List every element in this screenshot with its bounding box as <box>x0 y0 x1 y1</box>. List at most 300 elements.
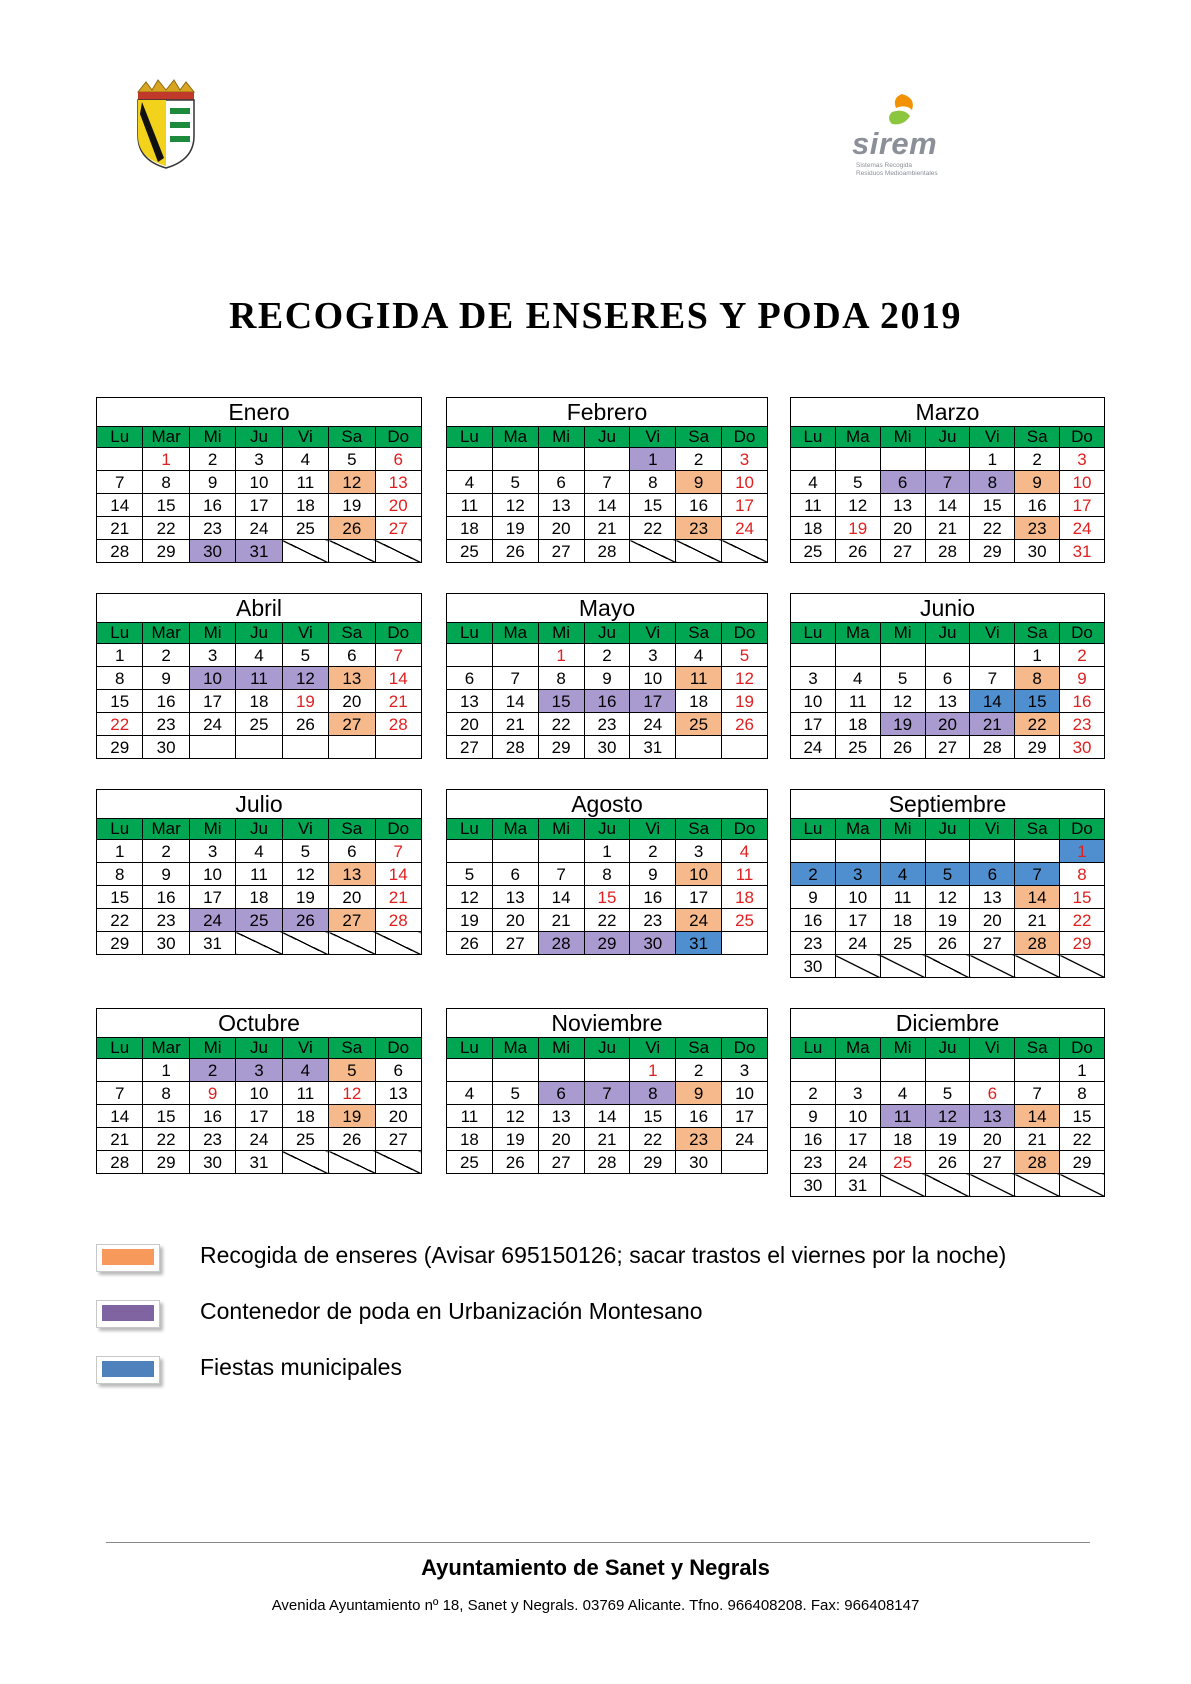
day-cell: 10 <box>676 863 722 886</box>
day-cell: 10 <box>189 863 235 886</box>
day-cell: 25 <box>236 909 282 932</box>
day-cell: 20 <box>375 1105 421 1128</box>
day-cell: 23 <box>189 517 235 540</box>
day-cell: 16 <box>189 494 235 517</box>
day-cell: 4 <box>880 1082 925 1105</box>
day-cell: 3 <box>835 1082 880 1105</box>
day-cell: 14 <box>97 494 143 517</box>
day-cell: 15 <box>538 690 584 713</box>
day-cell: 30 <box>1060 736 1105 759</box>
day-cell: 16 <box>676 494 722 517</box>
day-cell: 18 <box>880 909 925 932</box>
weekday-header: Mar <box>143 819 189 840</box>
day-cell: 24 <box>835 932 880 955</box>
day-cell: 10 <box>236 471 282 494</box>
week-row <box>447 494 768 517</box>
weekday-header: Do <box>1060 427 1105 448</box>
weekday-header: Sa <box>1015 819 1060 840</box>
day-cell: 2 <box>630 840 676 863</box>
weekday-header: Vi <box>970 427 1015 448</box>
day-cell: 22 <box>97 909 143 932</box>
weekday-header: Sa <box>1015 427 1060 448</box>
weekday-header: Mi <box>880 819 925 840</box>
week-row <box>97 1082 422 1105</box>
day-cell: 15 <box>97 886 143 909</box>
footer-title: Ayuntamiento de Sanet y Negrals <box>421 1555 770 1580</box>
day-cell: 22 <box>1060 1128 1105 1151</box>
day-cell: 17 <box>835 909 880 932</box>
weekday-header: Ma <box>835 819 880 840</box>
week-row <box>791 1082 1105 1105</box>
day-cell: 11 <box>236 863 282 886</box>
day-cell: 14 <box>1015 886 1060 909</box>
day-cell: 6 <box>375 448 421 471</box>
weekday-header: Ju <box>584 623 630 644</box>
day-cell: 29 <box>143 1151 189 1174</box>
weekday-header: Sa <box>1015 1038 1060 1059</box>
day-cell: 25 <box>282 1128 328 1151</box>
month-calendar <box>96 1008 422 1174</box>
blank-day-cell <box>189 736 235 759</box>
day-cell: 17 <box>676 886 722 909</box>
weekday-header: Mi <box>538 623 584 644</box>
day-cell: 17 <box>835 1128 880 1151</box>
day-cell: 3 <box>236 448 282 471</box>
blank-day-cell <box>880 840 925 863</box>
day-cell: 31 <box>630 736 676 759</box>
weekday-header: Do <box>722 819 768 840</box>
day-cell: 28 <box>1015 1151 1060 1174</box>
day-cell: 6 <box>538 1082 584 1105</box>
blank-day-cell <box>492 840 538 863</box>
day-cell: 8 <box>584 863 630 886</box>
day-cell: 2 <box>1015 448 1060 471</box>
day-cell: 8 <box>143 1082 189 1105</box>
day-cell: 17 <box>722 494 768 517</box>
blank-day-cell <box>880 644 925 667</box>
day-cell: 14 <box>375 863 421 886</box>
day-cell: 10 <box>835 886 880 909</box>
week-row <box>447 1151 768 1174</box>
day-cell: 12 <box>722 667 768 690</box>
day-cell: 12 <box>880 690 925 713</box>
weekday-header: Mar <box>143 1038 189 1059</box>
day-cell: 7 <box>97 471 143 494</box>
day-cell: 2 <box>584 644 630 667</box>
day-cell: 24 <box>236 517 282 540</box>
day-cell: 14 <box>970 690 1015 713</box>
weekday-header: Ju <box>584 427 630 448</box>
day-cell: 22 <box>630 1128 676 1151</box>
day-cell: 13 <box>970 886 1015 909</box>
day-cell: 31 <box>676 932 722 955</box>
day-cell: 4 <box>282 1059 328 1082</box>
blank-day-cell <box>492 644 538 667</box>
empty-day-cell <box>282 1151 328 1174</box>
day-cell: 14 <box>584 1105 630 1128</box>
week-row <box>791 863 1105 886</box>
week-row <box>97 1128 422 1151</box>
day-cell: 18 <box>282 494 328 517</box>
week-row <box>97 736 422 759</box>
day-cell: 24 <box>835 1151 880 1174</box>
week-row <box>447 1105 768 1128</box>
day-cell: 18 <box>447 517 493 540</box>
day-cell: 21 <box>970 713 1015 736</box>
day-cell: 29 <box>1060 1151 1105 1174</box>
day-cell: 1 <box>143 448 189 471</box>
day-cell: 1 <box>970 448 1015 471</box>
day-cell: 3 <box>722 1059 768 1082</box>
day-cell: 22 <box>1015 713 1060 736</box>
weekday-header: Lu <box>791 623 836 644</box>
empty-day-cell <box>329 932 375 955</box>
day-cell: 20 <box>329 690 375 713</box>
day-cell: 1 <box>538 644 584 667</box>
day-cell: 13 <box>329 863 375 886</box>
day-cell: 21 <box>925 517 970 540</box>
day-cell: 5 <box>492 1082 538 1105</box>
weekday-header: Vi <box>282 819 328 840</box>
blank-day-cell <box>584 1059 630 1082</box>
week-row <box>447 690 768 713</box>
blank-day-cell <box>970 644 1015 667</box>
day-cell: 9 <box>1015 471 1060 494</box>
week-row <box>447 471 768 494</box>
day-cell: 30 <box>1015 540 1060 563</box>
day-cell: 4 <box>236 840 282 863</box>
day-cell: 21 <box>492 713 538 736</box>
empty-day-cell <box>880 1174 925 1197</box>
blank-day-cell <box>329 736 375 759</box>
week-row <box>97 1105 422 1128</box>
day-cell: 23 <box>791 1151 836 1174</box>
day-cell: 28 <box>584 1151 630 1174</box>
day-cell: 16 <box>143 886 189 909</box>
day-cell: 12 <box>282 863 328 886</box>
day-cell: 11 <box>880 1105 925 1128</box>
day-cell: 5 <box>835 471 880 494</box>
day-cell: 21 <box>584 1128 630 1151</box>
blank-day-cell <box>835 644 880 667</box>
sirem-subtitle: Sistemas Recogida Residuos Medioambientales <box>856 162 938 177</box>
day-cell: 26 <box>925 932 970 955</box>
day-cell: 16 <box>1015 494 1060 517</box>
day-cell: 6 <box>970 863 1015 886</box>
weekday-header: Vi <box>630 427 676 448</box>
weekday-header: Do <box>1060 819 1105 840</box>
day-cell: 27 <box>970 1151 1015 1174</box>
day-cell: 19 <box>282 690 328 713</box>
weekday-header: Vi <box>970 1038 1015 1059</box>
weekday-header: Ju <box>236 623 282 644</box>
day-cell: 6 <box>447 667 493 690</box>
day-cell: 2 <box>791 863 836 886</box>
weekday-header: Lu <box>97 427 143 448</box>
day-cell: 17 <box>1060 494 1105 517</box>
day-cell: 17 <box>189 690 235 713</box>
day-cell: 3 <box>791 667 836 690</box>
day-cell: 1 <box>1015 644 1060 667</box>
day-cell: 27 <box>329 909 375 932</box>
day-cell: 21 <box>375 886 421 909</box>
day-cell: 10 <box>189 667 235 690</box>
weekday-header: Vi <box>630 819 676 840</box>
day-cell: 26 <box>925 1151 970 1174</box>
weekday-header: Sa <box>329 1038 375 1059</box>
week-row <box>447 736 768 759</box>
empty-day-cell <box>676 540 722 563</box>
day-cell: 14 <box>538 886 584 909</box>
day-cell: 4 <box>880 863 925 886</box>
week-row <box>791 471 1105 494</box>
day-cell: 17 <box>630 690 676 713</box>
weekday-header: Do <box>1060 1038 1105 1059</box>
day-cell: 22 <box>143 517 189 540</box>
day-cell: 10 <box>1060 471 1105 494</box>
legend-swatch-blue <box>96 1356 160 1384</box>
day-cell: 25 <box>236 713 282 736</box>
day-cell: 21 <box>584 517 630 540</box>
weekday-header: Mi <box>189 427 235 448</box>
day-cell: 1 <box>143 1059 189 1082</box>
day-cell: 5 <box>282 840 328 863</box>
day-cell: 11 <box>791 494 836 517</box>
day-cell: 23 <box>676 1128 722 1151</box>
day-cell: 14 <box>925 494 970 517</box>
day-cell: 2 <box>189 448 235 471</box>
day-cell: 19 <box>835 517 880 540</box>
day-cell: 8 <box>1015 667 1060 690</box>
day-cell: 5 <box>329 448 375 471</box>
weekday-header: Lu <box>447 819 493 840</box>
day-cell: 25 <box>880 932 925 955</box>
day-cell: 14 <box>492 690 538 713</box>
day-cell: 24 <box>722 517 768 540</box>
day-cell: 15 <box>1060 886 1105 909</box>
day-cell: 11 <box>282 471 328 494</box>
month-calendar <box>96 397 422 563</box>
day-cell: 6 <box>329 840 375 863</box>
day-cell: 29 <box>538 736 584 759</box>
blank-day-cell <box>447 448 493 471</box>
day-cell: 16 <box>143 690 189 713</box>
day-cell: 15 <box>97 690 143 713</box>
day-cell: 19 <box>492 1128 538 1151</box>
day-cell: 8 <box>630 1082 676 1105</box>
weekday-header: Mar <box>143 427 189 448</box>
day-cell: 24 <box>676 909 722 932</box>
week-row <box>447 1059 768 1082</box>
empty-day-cell <box>375 540 421 563</box>
day-cell: 1 <box>584 840 630 863</box>
empty-day-cell <box>282 540 328 563</box>
month-title: Junio <box>791 594 1105 623</box>
day-cell: 13 <box>492 886 538 909</box>
day-cell: 1 <box>630 1059 676 1082</box>
day-cell: 24 <box>189 713 235 736</box>
empty-day-cell <box>630 540 676 563</box>
day-cell: 27 <box>925 736 970 759</box>
day-cell: 24 <box>630 713 676 736</box>
day-cell: 29 <box>1060 932 1105 955</box>
day-cell: 8 <box>97 667 143 690</box>
day-cell: 25 <box>676 713 722 736</box>
week-row <box>447 448 768 471</box>
day-cell: 25 <box>722 909 768 932</box>
empty-day-cell <box>835 955 880 978</box>
day-cell: 3 <box>189 840 235 863</box>
day-cell: 13 <box>329 667 375 690</box>
weekday-header: Ma <box>492 427 538 448</box>
week-row <box>97 1151 422 1174</box>
day-cell: 31 <box>236 1151 282 1174</box>
day-cell: 18 <box>835 713 880 736</box>
weekday-header: Sa <box>676 427 722 448</box>
day-cell: 12 <box>329 1082 375 1105</box>
day-cell: 7 <box>375 644 421 667</box>
weekday-header: Sa <box>329 623 375 644</box>
week-row <box>97 667 422 690</box>
week-row <box>97 494 422 517</box>
day-cell: 3 <box>1060 448 1105 471</box>
day-cell: 12 <box>925 886 970 909</box>
day-cell: 14 <box>97 1105 143 1128</box>
blank-day-cell <box>925 1059 970 1082</box>
day-cell: 19 <box>492 517 538 540</box>
day-cell: 15 <box>630 1105 676 1128</box>
week-row <box>97 690 422 713</box>
weekday-header: Vi <box>970 819 1015 840</box>
week-row <box>791 667 1105 690</box>
day-cell: 7 <box>1015 1082 1060 1105</box>
day-cell: 25 <box>880 1151 925 1174</box>
day-cell: 20 <box>925 713 970 736</box>
week-row <box>97 1059 422 1082</box>
day-cell: 27 <box>375 517 421 540</box>
day-cell: 24 <box>791 736 836 759</box>
day-cell: 5 <box>492 471 538 494</box>
week-row <box>791 690 1105 713</box>
day-cell: 8 <box>1060 863 1105 886</box>
day-cell: 13 <box>375 1082 421 1105</box>
day-cell: 21 <box>97 1128 143 1151</box>
day-cell: 16 <box>676 1105 722 1128</box>
weekday-header: Ju <box>925 1038 970 1059</box>
weekday-header: Ju <box>584 819 630 840</box>
weekday-header: Vi <box>282 427 328 448</box>
blank-day-cell <box>97 1059 143 1082</box>
month-title: Septiembre <box>791 790 1105 819</box>
day-cell: 13 <box>970 1105 1015 1128</box>
day-cell: 29 <box>143 540 189 563</box>
day-cell: 18 <box>676 690 722 713</box>
weekday-header: Mi <box>880 623 925 644</box>
day-cell: 9 <box>189 1082 235 1105</box>
day-cell: 18 <box>880 1128 925 1151</box>
day-cell: 25 <box>447 540 493 563</box>
day-cell: 31 <box>1060 540 1105 563</box>
day-cell: 28 <box>97 1151 143 1174</box>
day-cell: 27 <box>538 1151 584 1174</box>
day-cell: 17 <box>236 494 282 517</box>
day-cell: 12 <box>925 1105 970 1128</box>
day-cell: 16 <box>630 886 676 909</box>
day-cell: 28 <box>375 713 421 736</box>
empty-day-cell <box>1060 955 1105 978</box>
blank-day-cell <box>925 840 970 863</box>
day-cell: 23 <box>676 517 722 540</box>
week-row <box>447 932 768 955</box>
blank-day-cell <box>236 736 282 759</box>
week-row <box>447 517 768 540</box>
day-cell: 5 <box>925 863 970 886</box>
month-title: Febrero <box>447 398 768 427</box>
day-cell: 27 <box>375 1128 421 1151</box>
day-cell: 17 <box>189 886 235 909</box>
week-row <box>791 909 1105 932</box>
week-row <box>791 932 1105 955</box>
blank-day-cell <box>835 448 880 471</box>
day-cell: 14 <box>584 494 630 517</box>
day-cell: 4 <box>676 644 722 667</box>
weekday-header: Lu <box>447 1038 493 1059</box>
week-row <box>97 713 422 736</box>
day-cell: 12 <box>282 667 328 690</box>
week-row <box>791 494 1105 517</box>
legend-swatch-purple <box>96 1300 160 1328</box>
day-cell: 29 <box>584 932 630 955</box>
blank-day-cell <box>722 932 768 955</box>
day-cell: 20 <box>538 517 584 540</box>
weekday-header: Mi <box>189 819 235 840</box>
week-row <box>447 909 768 932</box>
day-cell: 17 <box>236 1105 282 1128</box>
day-cell: 30 <box>143 736 189 759</box>
day-cell: 10 <box>835 1105 880 1128</box>
day-cell: 18 <box>447 1128 493 1151</box>
day-cell: 8 <box>538 667 584 690</box>
month-title: Octubre <box>97 1009 422 1038</box>
weekday-header: Mi <box>880 427 925 448</box>
empty-day-cell <box>236 932 282 955</box>
day-cell: 11 <box>835 690 880 713</box>
weekday-header: Sa <box>329 819 375 840</box>
day-cell: 13 <box>375 471 421 494</box>
weekday-header: Sa <box>676 623 722 644</box>
day-cell: 28 <box>538 932 584 955</box>
day-cell: 6 <box>880 471 925 494</box>
day-cell: 15 <box>584 886 630 909</box>
day-cell: 16 <box>791 909 836 932</box>
day-cell: 2 <box>1060 644 1105 667</box>
week-row <box>447 540 768 563</box>
week-row <box>447 886 768 909</box>
day-cell: 10 <box>722 471 768 494</box>
day-cell: 9 <box>791 1105 836 1128</box>
day-cell: 1 <box>97 644 143 667</box>
day-cell: 28 <box>375 909 421 932</box>
week-row <box>97 840 422 863</box>
day-cell: 5 <box>447 863 493 886</box>
day-cell: 21 <box>97 517 143 540</box>
empty-day-cell <box>1015 1174 1060 1197</box>
day-cell: 10 <box>722 1082 768 1105</box>
day-cell: 22 <box>1060 909 1105 932</box>
blank-day-cell <box>925 644 970 667</box>
day-cell: 21 <box>375 690 421 713</box>
day-cell: 23 <box>143 713 189 736</box>
